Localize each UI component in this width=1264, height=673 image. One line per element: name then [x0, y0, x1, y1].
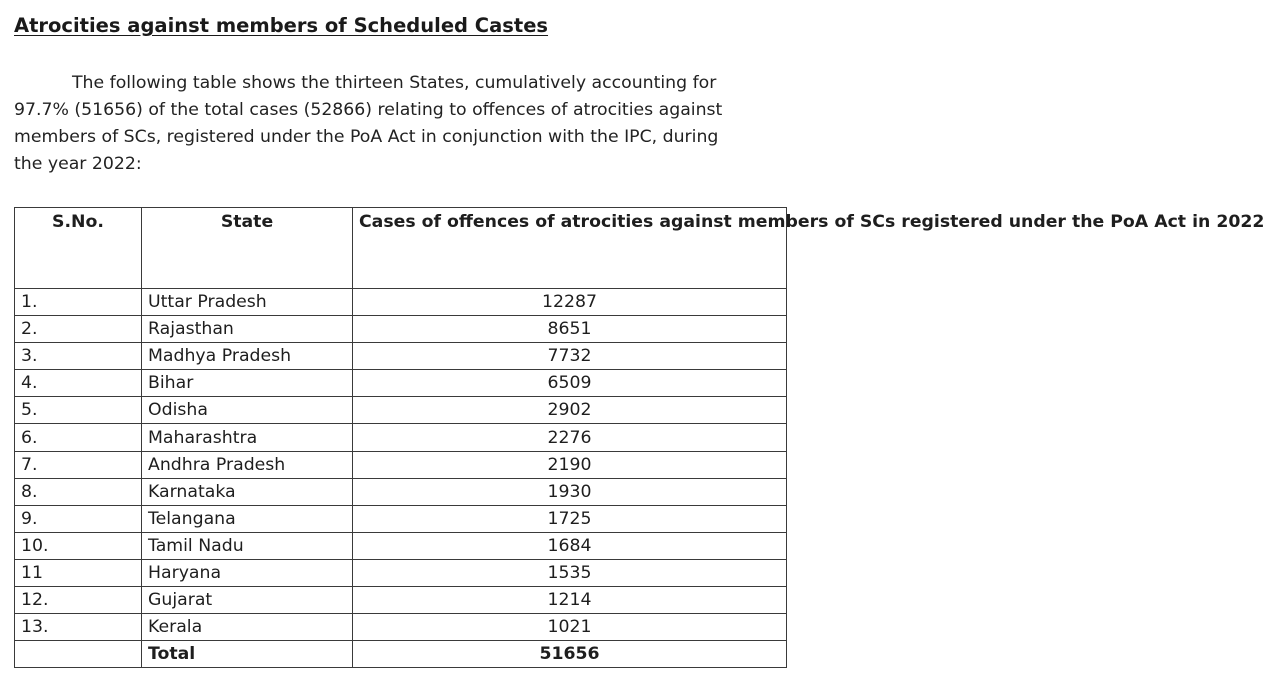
cases-cell: 1021	[353, 614, 787, 641]
cases-cell: 6509	[353, 370, 787, 397]
cases-cell: 1930	[353, 478, 787, 505]
state-cell: Telangana	[142, 505, 353, 532]
table-header-row	[15, 208, 787, 289]
cases-cell: 1684	[353, 532, 787, 559]
cases-cell: 1535	[353, 559, 787, 586]
table-row	[15, 478, 787, 505]
state-cell: Kerala	[142, 614, 353, 641]
state-cell: Andhra Pradesh	[142, 451, 353, 478]
table-row	[15, 505, 787, 532]
cases-cell: 12287	[353, 289, 787, 316]
total-cases-cell: 51656	[353, 641, 787, 668]
cases-cell: 7732	[353, 343, 787, 370]
table-row	[15, 397, 787, 424]
column-header-state: State	[142, 208, 353, 289]
state-cell: Bihar	[142, 370, 353, 397]
table-row	[15, 316, 787, 343]
state-cell: Madhya Pradesh	[142, 343, 353, 370]
table-body	[15, 289, 787, 668]
intro-line: the year 2022:	[14, 154, 142, 174]
total-sno-cell	[15, 641, 142, 668]
sno-cell: 8.	[15, 478, 142, 505]
sno-cell: 13.	[15, 614, 142, 641]
intro-line: 97.7% (51656) of the total cases (52866) relating to offences of atrocities against	[14, 100, 723, 120]
state-cell: Odisha	[142, 397, 353, 424]
column-header-sno: S.No.	[15, 208, 142, 289]
state-cell: Uttar Pradesh	[142, 289, 353, 316]
sno-cell: 3.	[15, 343, 142, 370]
sno-cell: 7.	[15, 451, 142, 478]
table-row	[15, 451, 787, 478]
sno-cell: 10.	[15, 532, 142, 559]
table-row	[15, 587, 787, 614]
cases-cell: 8651	[353, 316, 787, 343]
intro-paragraph	[14, 70, 792, 178]
state-cell: Maharashtra	[142, 424, 353, 451]
sno-cell: 6.	[15, 424, 142, 451]
sno-cell: 11	[15, 559, 142, 586]
table-row	[15, 370, 787, 397]
sno-cell: 4.	[15, 370, 142, 397]
cases-cell: 1725	[353, 505, 787, 532]
column-header-cases: Cases of offences of atrocities against members of SCs registered under the PoA Act in 2022	[353, 208, 787, 289]
intro-line: members of SCs, registered under the PoA Act in conjunction with the IPC, during	[14, 127, 719, 147]
table-row	[15, 532, 787, 559]
atrocities-table	[14, 207, 1264, 668]
intro-line: The following table shows the thirteen States, cumulatively accounting for	[72, 73, 717, 93]
sno-cell: 5.	[15, 397, 142, 424]
sno-cell: 1.	[15, 289, 142, 316]
total-row	[15, 641, 787, 668]
table-row	[15, 614, 787, 641]
table-row	[15, 559, 787, 586]
state-cell: Tamil Nadu	[142, 532, 353, 559]
table-row	[15, 424, 787, 451]
table-row	[15, 343, 787, 370]
page-heading: Atrocities against members of Scheduled Castes	[14, 14, 549, 37]
state-cell: Gujarat	[142, 587, 353, 614]
cases-cell: 2902	[353, 397, 787, 424]
cases-cell: 1214	[353, 587, 787, 614]
state-cell: Haryana	[142, 559, 353, 586]
table-row	[15, 289, 787, 316]
total-label-cell: Total	[142, 641, 353, 668]
state-cell: Rajasthan	[142, 316, 353, 343]
state-cell: Karnataka	[142, 478, 353, 505]
cases-cell: 2276	[353, 424, 787, 451]
sno-cell: 2.	[15, 316, 142, 343]
sno-cell: 9.	[15, 505, 142, 532]
sno-cell: 12.	[15, 587, 142, 614]
cases-cell: 2190	[353, 451, 787, 478]
